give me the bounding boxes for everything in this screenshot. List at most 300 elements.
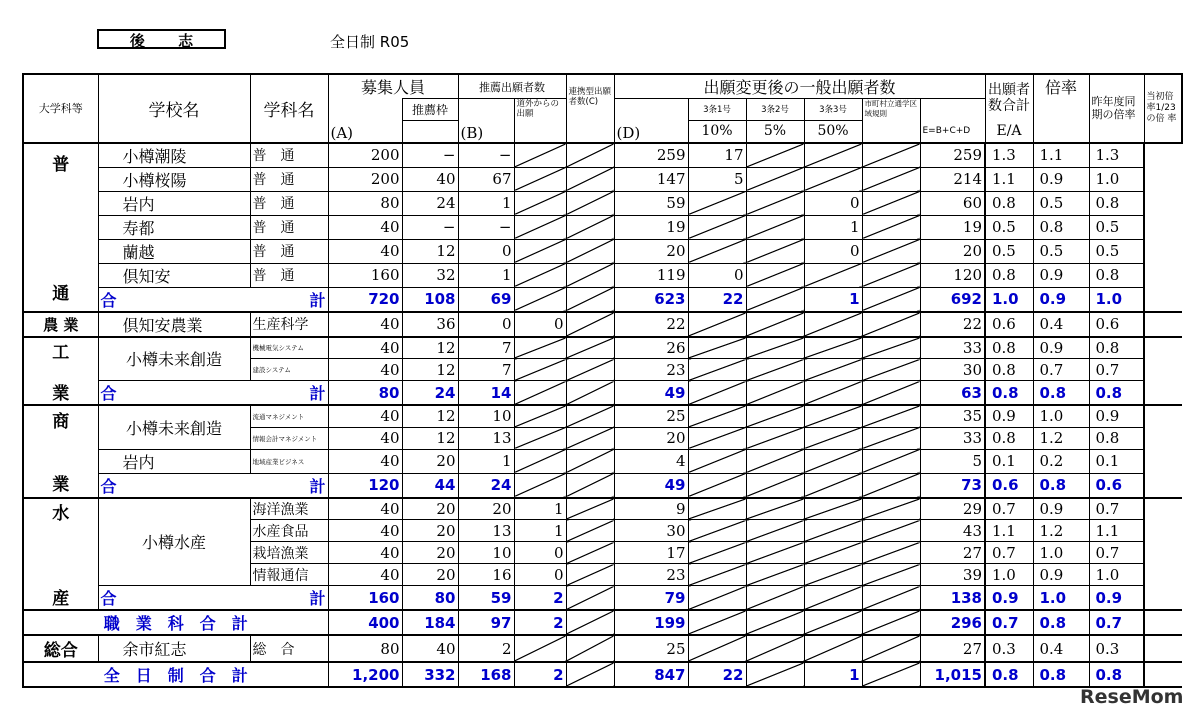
cell-m [862, 191, 920, 215]
cell-e: 29 [920, 498, 985, 520]
subtotal-label-left: 合 [100, 384, 117, 403]
col-art2: 3条2号 [746, 99, 804, 121]
cell-ly: 0.4 [1033, 312, 1089, 337]
cell-n3 [804, 542, 862, 564]
cell-e: 35 [920, 405, 985, 427]
cell-n2 [746, 263, 804, 287]
cell-n3 [804, 564, 862, 586]
cell-d: 30 [614, 520, 688, 542]
cell-n3 [804, 586, 862, 611]
category-label-top: 商 [52, 412, 70, 433]
cell-ini: 1.1 [1089, 520, 1144, 542]
cell-m [862, 520, 920, 542]
cell-n2 [746, 635, 804, 662]
cell-a: 400 [328, 610, 402, 635]
cell-ly: 0.8 [1033, 381, 1089, 406]
cell-m [862, 312, 920, 337]
cell-o [514, 167, 566, 191]
cell-m [862, 337, 920, 359]
cell-c [566, 215, 614, 239]
cell-a: 40 [328, 520, 402, 542]
cell-o: 0 [514, 312, 566, 337]
cell-n3 [804, 337, 862, 359]
cell-n2 [746, 287, 804, 312]
cell-ly: 0.9 [1033, 287, 1089, 312]
cell-a: 1,200 [328, 662, 402, 687]
table-row [23, 449, 1182, 473]
cell-ini: 0.8 [1089, 381, 1144, 406]
cell-c [566, 239, 614, 263]
col-rec-code: (B) [458, 99, 514, 143]
cell-b: 14 [458, 381, 514, 406]
cell-a: 160 [328, 263, 402, 287]
cell-e: 27 [920, 542, 985, 564]
cell-o [514, 381, 566, 406]
cell-n2 [746, 191, 804, 215]
cell-m [862, 263, 920, 287]
cell-d: 147 [614, 167, 688, 191]
cell-ly: 0.9 [1033, 167, 1089, 191]
school-name: 小樽未来創造 [98, 405, 250, 449]
section-subtitle: 全日制 R05 [330, 33, 410, 51]
cell-q: 184 [402, 610, 458, 635]
cell-ini: 1.0 [1089, 287, 1144, 312]
cell-a: 40 [328, 542, 402, 564]
category-cell [23, 143, 98, 312]
cell-o [514, 405, 566, 427]
cell-o [514, 635, 566, 662]
cell-n3: 0 [804, 191, 862, 215]
cell-r: 0.6 [985, 312, 1033, 337]
cell-m [862, 635, 920, 662]
department-name: 生産科学 [250, 312, 328, 337]
cell-d: 49 [614, 473, 688, 498]
cell-ly: 0.5 [1033, 239, 1089, 263]
cell-o: 1 [514, 520, 566, 542]
col-capacity-code: (A) [328, 99, 402, 143]
cell-d: 623 [614, 287, 688, 312]
cell-e: 5 [920, 449, 985, 473]
cell-d: 49 [614, 381, 688, 406]
subtotal-label-right: 計 [309, 589, 326, 608]
cell-o [514, 287, 566, 312]
table-row [23, 263, 1182, 287]
cell-q: 12 [402, 337, 458, 359]
cell-o: 0 [514, 542, 566, 564]
cell-m [862, 564, 920, 586]
col-category: 大学科等 [23, 74, 98, 143]
cell-e: 43 [920, 520, 985, 542]
cell-a: 40 [328, 498, 402, 520]
cell-a: 80 [328, 381, 402, 406]
cell-a: 40 [328, 239, 402, 263]
category-cell: 総合 [23, 635, 98, 662]
cell-m [862, 427, 920, 449]
cell-ini: 0.5 [1089, 215, 1144, 239]
table-row [23, 337, 1182, 359]
cell-d: 119 [614, 263, 688, 287]
cell-n2 [746, 359, 804, 381]
cell-n3: 1 [804, 287, 862, 312]
cell-ly: 0.9 [1033, 337, 1089, 359]
cell-a: 40 [328, 359, 402, 381]
school-name: 倶知安 [98, 263, 250, 287]
row-label: 全 日 制 合 計 [23, 662, 328, 687]
cell-e: 60 [920, 191, 985, 215]
department-name: 情報通信 [250, 564, 328, 586]
cell-m [862, 143, 920, 168]
col-municipal: 市町村立通学区域規則 [862, 99, 920, 143]
cell-q: 12 [402, 359, 458, 381]
department-name: 流通マネジメント [250, 405, 328, 427]
cell-q: 12 [402, 239, 458, 263]
cell-n2 [746, 498, 804, 520]
cell-n1: 5 [688, 167, 746, 191]
cell-n1: 0 [688, 263, 746, 287]
cell-ini: 1.0 [1089, 564, 1144, 586]
cell-n3 [804, 143, 862, 168]
category-label-top: 普 [52, 155, 70, 175]
department-name: 普 通 [250, 263, 328, 287]
category-label-bottom: 通 [52, 284, 70, 304]
cell-n3: 1 [804, 215, 862, 239]
col-initial: 当初倍率1/23 の倍 率 [1144, 74, 1182, 143]
cell-ini: 0.9 [1089, 405, 1144, 427]
cell-ly: 1.2 [1033, 427, 1089, 449]
cell-c [566, 635, 614, 662]
cell-n2 [746, 520, 804, 542]
cell-c [566, 498, 614, 520]
cell-d: 4 [614, 449, 688, 473]
table-row [23, 498, 1182, 520]
cell-q: 12 [402, 405, 458, 427]
cell-r: 1.0 [985, 564, 1033, 586]
table-row [23, 610, 1182, 635]
cell-a: 200 [328, 167, 402, 191]
cell-n2 [746, 610, 804, 635]
cell-b: 1 [458, 263, 514, 287]
school-name: 小樽水産 [98, 498, 250, 586]
category-label-bottom: 業 [52, 383, 70, 404]
cell-n2 [746, 473, 804, 498]
school-name: 小樽潮陵 [98, 143, 250, 168]
cell-r: 0.8 [985, 337, 1033, 359]
cell-d: 17 [614, 542, 688, 564]
cell-ly: 0.7 [1033, 359, 1089, 381]
cell-ly: 1.1 [1033, 143, 1089, 168]
cell-d: 259 [614, 143, 688, 168]
cell-e: 19 [920, 215, 985, 239]
cell-c [566, 287, 614, 312]
section-title: 後 志 [97, 29, 226, 49]
cell-n3 [804, 167, 862, 191]
cell-n2 [746, 662, 804, 687]
cell-e: 20 [920, 239, 985, 263]
cell-o [514, 143, 566, 168]
school-name: 岩内 [98, 191, 250, 215]
cell-c [566, 359, 614, 381]
cell-e: 120 [920, 263, 985, 287]
cell-m [862, 239, 920, 263]
cell-n1: 17 [688, 143, 746, 168]
cell-n1 [688, 542, 746, 564]
cell-ini: 0.8 [1089, 427, 1144, 449]
subtotal-label [98, 586, 328, 611]
cell-n2 [746, 381, 804, 406]
row-label: 職 業 科 合 計 [23, 610, 328, 635]
cell-a: 80 [328, 191, 402, 215]
subtotal-label [98, 381, 328, 406]
cell-n2 [746, 449, 804, 473]
cell-r: 1.1 [985, 520, 1033, 542]
cell-o: 2 [514, 662, 566, 687]
cell-m [862, 359, 920, 381]
cell-c [566, 337, 614, 359]
cell-c [566, 427, 614, 449]
cell-n2 [746, 167, 804, 191]
cell-n1 [688, 405, 746, 427]
cell-b: 1 [458, 191, 514, 215]
cell-d: 199 [614, 610, 688, 635]
cell-ini: 0.8 [1089, 662, 1144, 687]
cell-ini: 0.9 [1089, 586, 1144, 611]
cell-ini: 1.3 [1089, 143, 1144, 168]
cell-r: 0.5 [985, 239, 1033, 263]
cell-a: 40 [328, 449, 402, 473]
department-name: 地域産業ビジネス [250, 449, 328, 473]
table-row [23, 381, 1182, 406]
cell-m [862, 473, 920, 498]
col-art3: 3条3号 [804, 99, 862, 121]
cell-n3 [804, 449, 862, 473]
school-name: 岩内 [98, 449, 250, 473]
cell-a: 720 [328, 287, 402, 312]
cell-ini: 0.3 [1089, 635, 1144, 662]
cell-n1 [688, 635, 746, 662]
cell-r: 1.0 [985, 287, 1033, 312]
cell-r: 0.8 [985, 263, 1033, 287]
cell-m [862, 167, 920, 191]
cell-q: 36 [402, 312, 458, 337]
cell-n1 [688, 586, 746, 611]
cell-q: 40 [402, 635, 458, 662]
category-label-bottom: 業 [52, 475, 70, 496]
cell-ini: 0.1 [1089, 449, 1144, 473]
col-ratio-code: E/A [985, 121, 1033, 143]
cell-r: 0.7 [985, 542, 1033, 564]
cell-o [514, 359, 566, 381]
cell-b: − [458, 215, 514, 239]
department-name: 普 通 [250, 143, 328, 168]
cell-d: 847 [614, 662, 688, 687]
category-label-top: 水 [52, 503, 70, 524]
category-cell: 農 業 [23, 312, 98, 337]
cell-r: 0.8 [985, 191, 1033, 215]
cell-r: 1.3 [985, 143, 1033, 168]
cell-b: 16 [458, 564, 514, 586]
cell-n1 [688, 359, 746, 381]
cell-b: 168 [458, 662, 514, 687]
cell-n3: 0 [804, 239, 862, 263]
cell-m [862, 287, 920, 312]
table-row [23, 143, 1182, 168]
category-cell [23, 405, 98, 498]
cell-c [566, 263, 614, 287]
applicant-table [22, 73, 1183, 688]
cell-c [566, 662, 614, 687]
cell-d: 25 [614, 635, 688, 662]
cell-n3: 1 [804, 662, 862, 687]
cell-q: 20 [402, 520, 458, 542]
cell-a: 40 [328, 215, 402, 239]
cell-e: 33 [920, 337, 985, 359]
col-rec-applicants: 推薦出願者数 [458, 74, 566, 99]
cell-o: 0 [514, 564, 566, 586]
cell-ini: 0.7 [1089, 542, 1144, 564]
department-name: 普 通 [250, 191, 328, 215]
cell-n1 [688, 473, 746, 498]
cell-n1 [688, 427, 746, 449]
cell-ly: 0.9 [1033, 498, 1089, 520]
subtotal-label-right: 計 [309, 384, 326, 403]
cell-r: 0.1 [985, 449, 1033, 473]
cell-q: 108 [402, 287, 458, 312]
cell-a: 120 [328, 473, 402, 498]
cell-d: 23 [614, 564, 688, 586]
cell-q: 20 [402, 498, 458, 520]
cell-e: 39 [920, 564, 985, 586]
cell-a: 40 [328, 564, 402, 586]
cell-b: 67 [458, 167, 514, 191]
cell-m [862, 405, 920, 427]
cell-o [514, 215, 566, 239]
cell-n1: 22 [688, 287, 746, 312]
cell-ly: 0.9 [1033, 263, 1089, 287]
cell-q: 40 [402, 167, 458, 191]
school-name: 倶知安農業 [98, 312, 250, 337]
table-row [23, 662, 1182, 687]
cell-d: 23 [614, 359, 688, 381]
cell-ly: 0.8 [1033, 215, 1089, 239]
cell-r: 0.3 [985, 635, 1033, 662]
cell-q: 24 [402, 191, 458, 215]
table-row [23, 635, 1182, 662]
cell-c [566, 586, 614, 611]
category-cell [23, 498, 98, 611]
cell-ly: 0.8 [1033, 662, 1089, 687]
cell-b: 2 [458, 635, 514, 662]
cell-n3 [804, 473, 862, 498]
table-row [23, 287, 1182, 312]
cell-e: 27 [920, 635, 985, 662]
cell-m [862, 215, 920, 239]
subtotal-label-left: 合 [100, 589, 117, 608]
cell-n1 [688, 520, 746, 542]
cell-b: 24 [458, 473, 514, 498]
col-last-year: 昨年度同期の倍率 [1089, 74, 1144, 143]
cell-o [514, 191, 566, 215]
cell-r: 0.8 [985, 427, 1033, 449]
cell-q: − [402, 215, 458, 239]
col-general-code: (D) [614, 99, 688, 143]
cell-d: 9 [614, 498, 688, 520]
cell-r: 0.8 [985, 662, 1033, 687]
cell-a: 40 [328, 312, 402, 337]
watermark-logo: ReseMom [1080, 686, 1183, 708]
cell-o [514, 263, 566, 287]
cell-ly: 0.2 [1033, 449, 1089, 473]
cell-c [566, 520, 614, 542]
table-row [23, 586, 1182, 611]
col-general: 出願変更後の一般出願者数 [614, 74, 985, 99]
cell-ini: 0.6 [1089, 473, 1144, 498]
cell-m [862, 449, 920, 473]
cell-n2 [746, 405, 804, 427]
cell-a: 40 [328, 427, 402, 449]
department-name: 建設システム [250, 359, 328, 381]
cell-o: 1 [514, 498, 566, 520]
cell-n2 [746, 337, 804, 359]
cell-o [514, 473, 566, 498]
cell-a: 160 [328, 586, 402, 611]
table-row [23, 167, 1182, 191]
cell-m [862, 381, 920, 406]
table-row [23, 473, 1182, 498]
cell-n1 [688, 610, 746, 635]
cell-e: 33 [920, 427, 985, 449]
cell-c [566, 564, 614, 586]
cell-d: 25 [614, 405, 688, 427]
cell-n3 [804, 405, 862, 427]
cell-o [514, 449, 566, 473]
col-art2-pct: 5% [746, 121, 804, 143]
cell-d: 20 [614, 239, 688, 263]
cell-q: 80 [402, 586, 458, 611]
cell-c [566, 167, 614, 191]
cell-n2 [746, 312, 804, 337]
cell-d: 59 [614, 191, 688, 215]
cell-q: 32 [402, 263, 458, 287]
cell-n3 [804, 381, 862, 406]
department-name: 普 通 [250, 215, 328, 239]
cell-n1 [688, 498, 746, 520]
cell-n3 [804, 263, 862, 287]
cell-e: 73 [920, 473, 985, 498]
col-school: 学校名 [98, 74, 250, 143]
cell-b: − [458, 143, 514, 168]
cell-m [862, 586, 920, 611]
cell-c [566, 191, 614, 215]
cell-b: 7 [458, 337, 514, 359]
cell-e: 214 [920, 167, 985, 191]
cell-n1 [688, 337, 746, 359]
cell-ini: 1.0 [1089, 167, 1144, 191]
cell-e: 22 [920, 312, 985, 337]
cell-a: 40 [328, 337, 402, 359]
cell-e: 30 [920, 359, 985, 381]
cell-a: 80 [328, 635, 402, 662]
cell-e: 296 [920, 610, 985, 635]
cell-b: 97 [458, 610, 514, 635]
cell-o: 2 [514, 586, 566, 611]
cell-n1 [688, 312, 746, 337]
cell-r: 0.9 [985, 586, 1033, 611]
school-name: 蘭越 [98, 239, 250, 263]
table-row [23, 215, 1182, 239]
cell-n1 [688, 449, 746, 473]
cell-m [862, 498, 920, 520]
table-row [23, 405, 1182, 427]
